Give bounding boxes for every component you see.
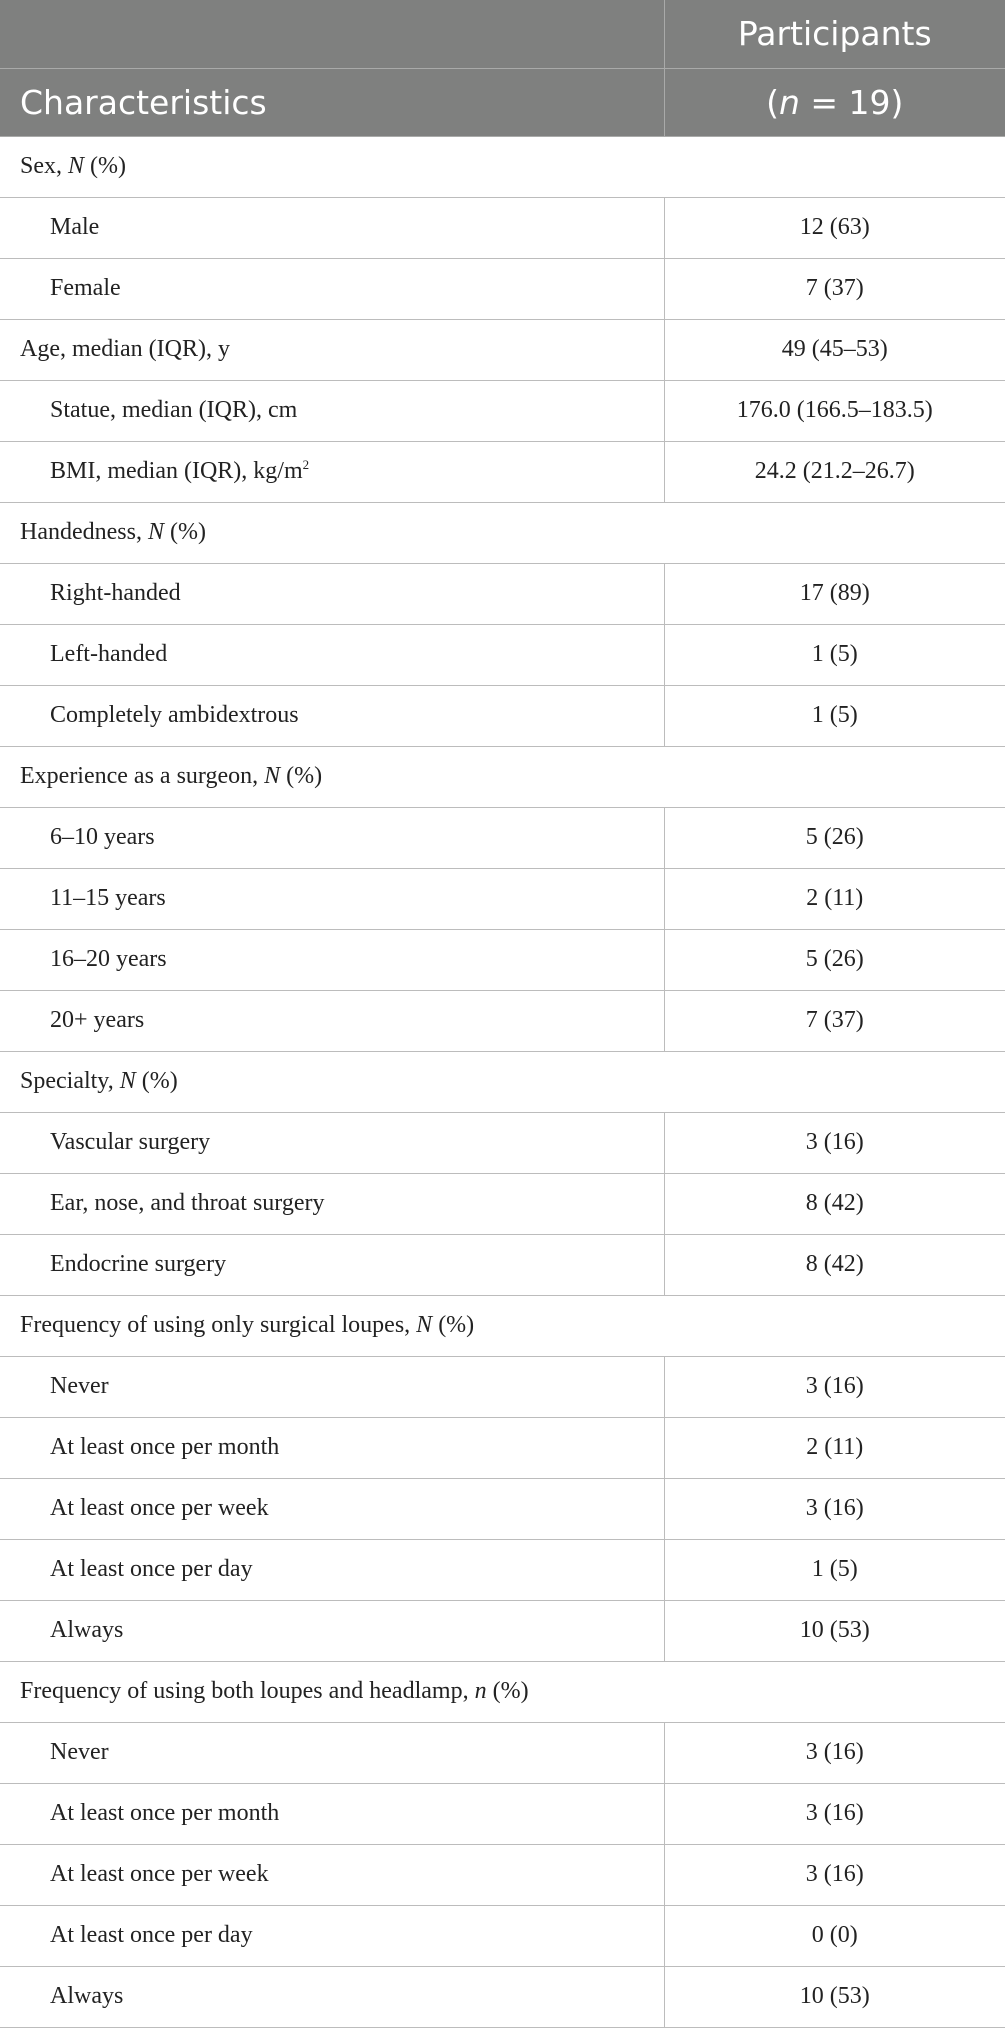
- row-label-text: 6–10 years: [50, 824, 155, 850]
- row-label: [0, 1173, 664, 1234]
- row-label-text: 20+ years: [50, 1007, 145, 1033]
- category-label-italic: N: [264, 763, 281, 789]
- table-row: [0, 1844, 1005, 1905]
- row-label-text: Vascular surgery: [50, 1129, 211, 1155]
- row-label: [0, 1966, 664, 2027]
- table-row: [0, 1478, 1005, 1539]
- row-label: [0, 990, 664, 1051]
- row-value: 3 (16): [664, 1478, 1005, 1539]
- row-label-text: Never: [50, 1373, 109, 1399]
- row-value: 1 (5): [664, 624, 1005, 685]
- category-label-italic: N: [147, 519, 164, 545]
- row-label: [0, 929, 664, 990]
- category-row: [0, 746, 1005, 807]
- category-label-suffix: (%): [432, 1312, 475, 1338]
- row-label-text: Completely ambidextrous: [50, 702, 299, 728]
- row-value: 1 (5): [664, 685, 1005, 746]
- row-label: [0, 197, 664, 258]
- category-label-suffix: (%): [280, 763, 323, 789]
- row-label-text: At least once per week: [50, 1495, 269, 1521]
- row-label-text: At least once per week: [50, 1861, 269, 1887]
- row-label-text: At least once per day: [50, 1922, 253, 1948]
- category-label-text: Specialty,: [20, 1068, 120, 1094]
- table-row: [0, 1173, 1005, 1234]
- category-label: [0, 502, 1005, 563]
- row-value: 3 (16): [664, 1112, 1005, 1173]
- row-value: 2 (11): [664, 868, 1005, 929]
- row-value: 1 (5): [664, 1539, 1005, 1600]
- table-row: [0, 868, 1005, 929]
- header-empty-cell: [0, 0, 664, 68]
- row-label: [0, 624, 664, 685]
- category-row: [0, 1661, 1005, 1722]
- category-label: [0, 1051, 1005, 1112]
- row-label: [0, 1234, 664, 1295]
- table-row: [0, 1234, 1005, 1295]
- n-letter: n: [778, 82, 800, 122]
- row-label: [0, 807, 664, 868]
- row-value: 5 (26): [664, 807, 1005, 868]
- row-label-text: Never: [50, 1739, 109, 1765]
- row-label-text: At least once per day: [50, 1556, 253, 1582]
- table-row: [0, 1112, 1005, 1173]
- table-row: [0, 1905, 1005, 1966]
- row-label: [0, 258, 664, 319]
- category-row: [0, 1295, 1005, 1356]
- category-label-italic: N: [416, 1312, 433, 1338]
- row-label-text: Male: [50, 214, 100, 240]
- row-value: 176.0 (166.5–183.5): [664, 380, 1005, 441]
- row-value: 0 (0): [664, 1905, 1005, 1966]
- row-label-text: Always: [50, 1617, 124, 1643]
- table-row: [0, 1600, 1005, 1661]
- category-row: [0, 1051, 1005, 1112]
- table-row: [0, 258, 1005, 319]
- row-value: 10 (53): [664, 1600, 1005, 1661]
- category-label-text: Frequency of using only surgical loupes,: [20, 1312, 417, 1338]
- row-value: 3 (16): [664, 1844, 1005, 1905]
- table-row: [0, 1783, 1005, 1844]
- row-label-text: 11–15 years: [50, 885, 166, 911]
- category-row: [0, 136, 1005, 197]
- row-label-text: Age, median (IQR), y: [20, 336, 230, 362]
- row-value: 3 (16): [664, 1356, 1005, 1417]
- table-row: [0, 807, 1005, 868]
- category-label: [0, 746, 1005, 807]
- table-row: [0, 929, 1005, 990]
- row-label: [0, 441, 664, 502]
- table-row: [0, 319, 1005, 380]
- row-value: 5 (26): [664, 929, 1005, 990]
- table-row: [0, 197, 1005, 258]
- row-label-text: 16–20 years: [50, 946, 167, 972]
- row-label-text: At least once per month: [50, 1434, 280, 1460]
- category-label-text: Frequency of using both loupes and headlamp,: [20, 1678, 475, 1704]
- table-header: [0, 0, 1005, 136]
- category-label: [0, 1661, 1005, 1722]
- row-label: [0, 563, 664, 624]
- row-label-text: BMI, median (IQR), kg/m: [50, 458, 303, 484]
- row-value: 17 (89): [664, 563, 1005, 624]
- category-label-text: Sex,: [20, 153, 68, 179]
- table-row: [0, 1722, 1005, 1783]
- row-value: 7 (37): [664, 258, 1005, 319]
- table-row: [0, 441, 1005, 502]
- table-row: [0, 685, 1005, 746]
- table-row: [0, 990, 1005, 1051]
- row-label-text: Ear, nose, and throat surgery: [50, 1190, 325, 1216]
- table-row: [0, 1417, 1005, 1478]
- row-label: [0, 1783, 664, 1844]
- category-label-suffix: (%): [135, 1068, 178, 1094]
- category-label-text: Handedness,: [20, 519, 148, 545]
- header-row-2: [0, 68, 1005, 136]
- row-label: [0, 685, 664, 746]
- row-value: 2 (11): [664, 1417, 1005, 1478]
- row-label: [0, 319, 664, 380]
- category-label-italic: N: [119, 1068, 136, 1094]
- row-label: [0, 1539, 664, 1600]
- category-label-suffix: (%): [84, 153, 126, 179]
- category-label-text: Experience as a surgeon,: [20, 763, 265, 789]
- table-row: [0, 1539, 1005, 1600]
- n-value: = 19: [799, 82, 891, 122]
- row-label: [0, 1478, 664, 1539]
- row-value: 3 (16): [664, 1722, 1005, 1783]
- category-label-italic: N: [68, 153, 85, 179]
- row-label: [0, 1417, 664, 1478]
- row-value: 24.2 (21.2–26.7): [664, 441, 1005, 502]
- row-value: 3 (16): [664, 1783, 1005, 1844]
- row-value: 8 (42): [664, 1234, 1005, 1295]
- category-label: [0, 1295, 1005, 1356]
- row-label: [0, 1112, 664, 1173]
- row-value: 49 (45–53): [664, 319, 1005, 380]
- table-body: [0, 136, 1005, 2027]
- row-label-text: Right-handed: [50, 580, 181, 606]
- row-label: [0, 1844, 664, 1905]
- table-row: [0, 563, 1005, 624]
- table-row: [0, 380, 1005, 441]
- row-label-text: Statue, median (IQR), cm: [50, 397, 298, 423]
- category-row: [0, 502, 1005, 563]
- row-label-text: Always: [50, 1983, 124, 2009]
- row-label: [0, 1356, 664, 1417]
- row-value: 8 (42): [664, 1173, 1005, 1234]
- row-label-text: Endocrine surgery: [50, 1251, 227, 1277]
- row-label-text: Left-handed: [50, 641, 168, 667]
- row-value: 10 (53): [664, 1966, 1005, 2027]
- row-value: 7 (37): [664, 990, 1005, 1051]
- row-label: [0, 868, 664, 929]
- header-row-1: [0, 0, 1005, 68]
- row-label-text: Female: [50, 275, 121, 301]
- row-label: [0, 380, 664, 441]
- characteristics-header: Characteristics: [0, 68, 664, 136]
- row-label: [0, 1905, 664, 1966]
- table-row: [0, 1356, 1005, 1417]
- row-value: 12 (63): [664, 197, 1005, 258]
- sample-size-header: (n = 19): [664, 68, 1005, 136]
- category-label-suffix: (%): [163, 519, 206, 545]
- table-row: [0, 624, 1005, 685]
- row-label-superscript: 2: [302, 457, 310, 472]
- participants-header: Participants: [664, 0, 1005, 68]
- category-label-italic: n: [474, 1678, 487, 1704]
- row-label-text: At least once per month: [50, 1800, 280, 1826]
- category-label-suffix: (%): [486, 1678, 529, 1704]
- row-label: [0, 1600, 664, 1661]
- table-row: [0, 1966, 1005, 2027]
- row-label: [0, 1722, 664, 1783]
- category-label: [0, 136, 1005, 197]
